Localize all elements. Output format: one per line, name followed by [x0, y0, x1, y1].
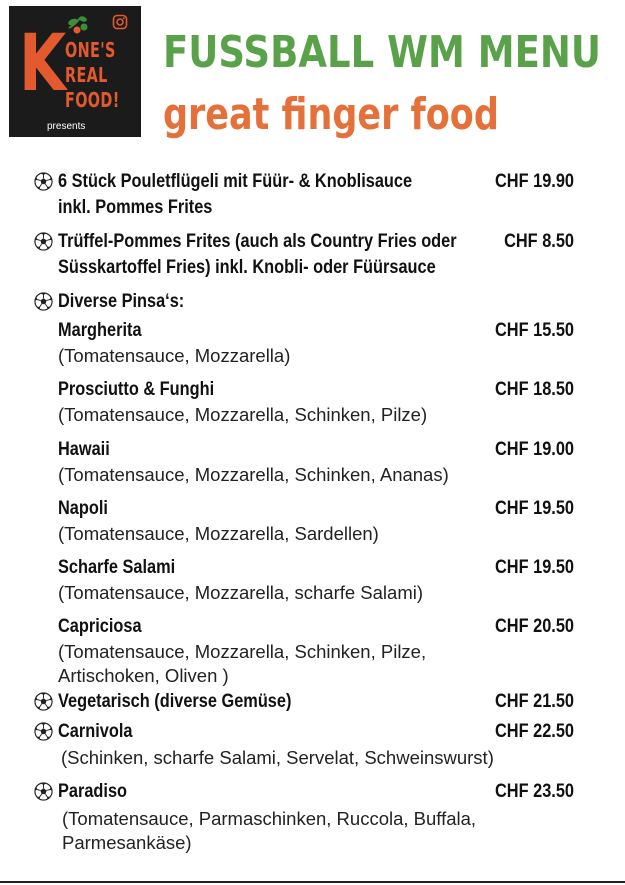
item-carnivola-price: CHF 22.50: [494, 721, 574, 742]
pinsa-heading: Diverse Pinsa‘s:: [58, 291, 185, 312]
menu-subtitle: great finger food: [163, 89, 499, 140]
item-1-line-2: inkl. Pommes Frites: [58, 197, 213, 218]
logo-line-3: FOOD!: [65, 88, 120, 112]
footer-divider: [0, 881, 625, 883]
pinsa-name: Hawaii: [58, 439, 110, 460]
item-carnivola-desc: (Schinken, scharfe Salami, Servelat, Schweinswurst): [61, 747, 494, 768]
pinsa-desc: (Tomatensauce, Mozzarella): [58, 345, 291, 366]
pinsa-price: CHF 19.00: [494, 439, 574, 460]
pinsa-name: Scharfe Salami: [58, 557, 176, 578]
pinsa-price: CHF 19.50: [494, 557, 574, 578]
pinsa-desc: (Tomatensauce, Mozzarella, Sardellen): [58, 523, 379, 544]
soccer-ball-icon: [34, 722, 53, 741]
soccer-ball-icon: [34, 292, 53, 311]
logo-letter-k: K: [19, 19, 67, 109]
pinsa-desc: (Tomatensauce, Mozzarella, Schinken, Pilze): [58, 404, 428, 425]
soccer-ball-icon: [34, 172, 53, 191]
pinsa-name: Prosciutto & Funghi: [58, 379, 215, 400]
menu-title: FUSSBALL WM MENU: [163, 27, 602, 78]
brand-logo: [9, 6, 141, 137]
item-2-line-2: Süsskartoffel Fries) inkl. Knobli- oder Füürsauce: [58, 257, 436, 278]
pinsa-name: Capriciosa: [58, 616, 142, 637]
instagram-icon[interactable]: [112, 14, 128, 30]
pinsa-desc: (Tomatensauce, Mozzarella, Schinken, Ananas): [58, 464, 449, 485]
pinsa-name: Margherita: [58, 320, 142, 341]
item-vegetarisch-price: CHF 21.50: [494, 691, 574, 712]
pinsa-price: CHF 19.50: [494, 498, 574, 519]
soccer-ball-icon: [34, 692, 53, 711]
item-paradiso: Paradiso: [58, 781, 128, 802]
item-1-line-1: 6 Stück Pouletflügeli mit Füür- & Knoblisauce: [58, 171, 413, 192]
item-vegetarisch: Vegetarisch (diverse Gemüse): [58, 691, 292, 712]
soccer-ball-icon: [34, 782, 53, 801]
logo-line-1: ONE'S: [65, 38, 116, 62]
pinsa-desc: (Tomatensauce, Mozzarella, Schinken, Pilze, Artischoken, Oliven ): [58, 641, 427, 686]
logo-presents: presents: [47, 121, 86, 132]
olive-branch-icon: [66, 14, 94, 36]
item-paradiso-desc: (Tomatensauce, Parmaschinken, Ruccola, Buffala, Parmesankäse): [62, 808, 477, 853]
pinsa-desc: (Tomatensauce, Mozzarella, scharfe Salami): [58, 582, 424, 603]
pinsa-price: CHF 20.50: [494, 616, 574, 637]
item-1-price: CHF 19.90: [494, 171, 574, 192]
pinsa-price: CHF 15.50: [494, 320, 574, 341]
pinsa-name: Napoli: [58, 498, 108, 519]
item-2-price: CHF 8.50: [504, 231, 574, 252]
logo-line-2: REAL: [65, 63, 108, 87]
item-2-line-1: Trüffel-Pommes Frites (auch als Country Fries oder: [58, 231, 457, 252]
item-paradiso-price: CHF 23.50: [494, 781, 574, 802]
pinsa-price: CHF 18.50: [494, 379, 574, 400]
soccer-ball-icon: [34, 232, 53, 251]
item-carnivola: Carnivola: [58, 721, 133, 742]
